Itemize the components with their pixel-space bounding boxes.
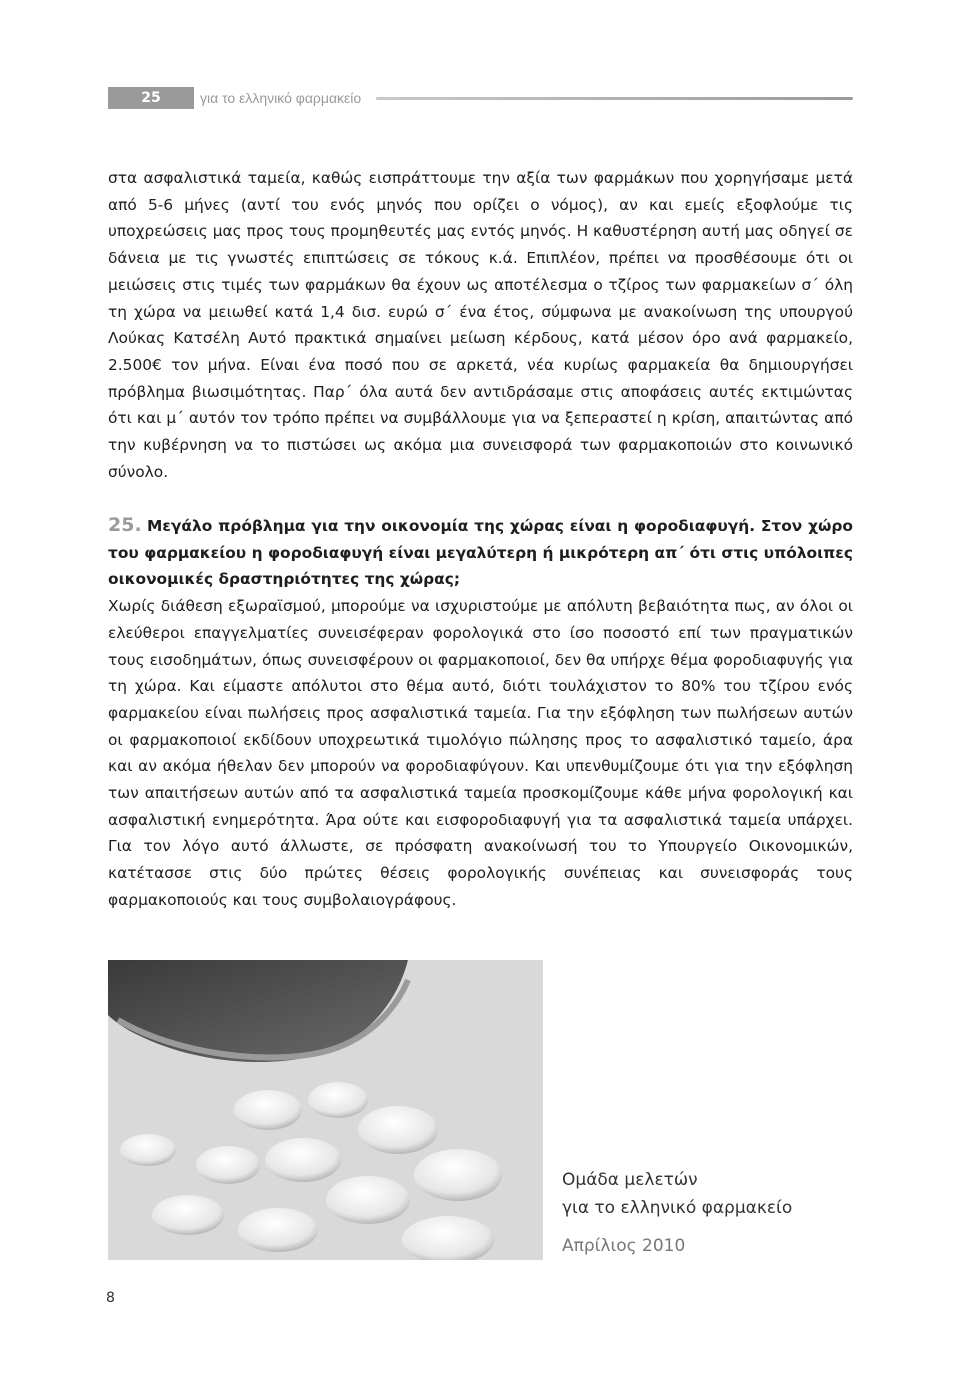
question-number: 25. [108,514,142,536]
running-header [108,87,853,128]
header-tag: 25 αλήθειες [108,87,194,109]
pills-photo [108,960,543,1260]
signature-date: Απρίλιος 2010 [562,1236,686,1256]
question-block [108,512,853,914]
answer-text: Χωρίς διάθεση εξωραϊσμού, μπορούμε να ισχυριστούμε με απόλυτη βεβαιότητα πως, αν όλοι οι ελεύθεροι επαγγελματίες συνεισέφεραν φορολογικά στο ίσο ποσοστό επί των πραγματικών τους εισοδημάτων, όπως συνεισφέρουν οι φαρμακοποιοί, δεν θα υπήρχε θέμα φοροδιαφυγής για τη χώρα. Και είμαστε απόλυτοι στο θέμα αυτό, διότι τουλάχιστον το 80% του τζίρου ενός φαρμακείου είναι πωλήσεις προς ασφαλιστικά ταμεία. Για την εξόφληση των πωλήσεων αυτών οι φαρμακοποιοί εκδίδουν υποχρεωτικά τιμολόγιο πώλησης προς το ασφαλιστικό ταμείο, άρα και αν ακόμα ήθελαν δεν μπορούν να φοροδιαφύγουν. Και υπενθυμίζουμε ότι για την εξόφληση των απαιτήσεων αυτών από τα ασφαλιστικά ταμεία προσκομίζουμε κάθε μήνα φορολογική και ασφαλιστική ενημερότητα. Άρα ούτε και εισφοροδιαφυγή για τα ασφαλιστικά ταμεία υπάρχει. Για τον λόγο αυτό άλλωστε, σε πρόσφατη ανακοίνωσή του το Υπουργείο Οικονομικών, κατέτασσε στις δύο πρώτες θέσεις φορολογικής συνέπειας και συνεισφοράς τους φαρμακοποιούς και τους συμβολαιογράφους. [108,597,853,909]
header-rule [376,97,853,100]
body-paragraph: στα ασφαλιστικά ταμεία, καθώς εισπράττουμε την αξία των φαρμάκων που χορηγήσαμε μετά από 5-6 μήνες (αντί του ενός μηνός που ορίζει ο νόμος), αν και εμείς εξοφλούμε τις υποχρεώσεις μας προς τους προμηθευτές μας εντός μηνός. Η καθυστέρηση αυτή μας οδηγεί σε δάνεια με τις γνωστές επιπτώσεις σε τόκους κ.ά. Επιπλέον, πρέπει να προσθέσουμε ότι οι μειώσεις στις τιμές των φαρμάκων θα έχουν ως αποτέλεσμα ο τζίρος των φαρμακείων σ΄ όλη τη χώρα να μειωθεί κατά 1,4 δισ. ευρώ σ΄ ένα έτος, σύμφωνα με ανακοίνωση της υπουργού Λούκας Κατσέλη Αυτό πρακτικά σημαίνει μείωση κέρδους, κατά μέσον όρο ανά φαρμακείο, 2.500€ τον μήνα. Είναι ένα ποσό που σε αρκετά, νέα κυρίως φαρμακεία θα δημιουργήσει πρόβλημα βιωσιμότητας. Παρ΄ όλα αυτά δεν αντιδράσαμε στις αποφάσεις αυτές εκτιμώντας ότι και μ΄ αυτόν τον τρόπο πρέπει να συμβάλλουμε για να ξεπεραστεί η κρίση, απαιτώντας από την κυβέρνηση να το πιστώσει ως ακόμα μια συνεισφορά των φαρμακοποιών στο κοινωνικό σύνολο. [108,169,853,481]
question-text: Μεγάλο πρόβλημα για την οικονομία της χώρας είναι η φοροδιαφυγή. Στον χώρο του φαρμακείου η φοροδιαφυγή είναι μεγαλύτερη ή μικρότερη απ΄ ότι στις υπόλοιπες οικονομικές δραστηριότητες της χώρας; [108,517,853,589]
signature-line-2: για το ελληνικό φαρμακείο [562,1198,793,1218]
signature-line-1: Ομάδα μελετών [562,1170,698,1190]
page-number: 8 [106,1290,115,1306]
pills-photo-drawing [108,960,543,1260]
signature-block [562,1166,852,1260]
header-subtitle: για το ελληνικό φαρμακείο [200,90,362,106]
